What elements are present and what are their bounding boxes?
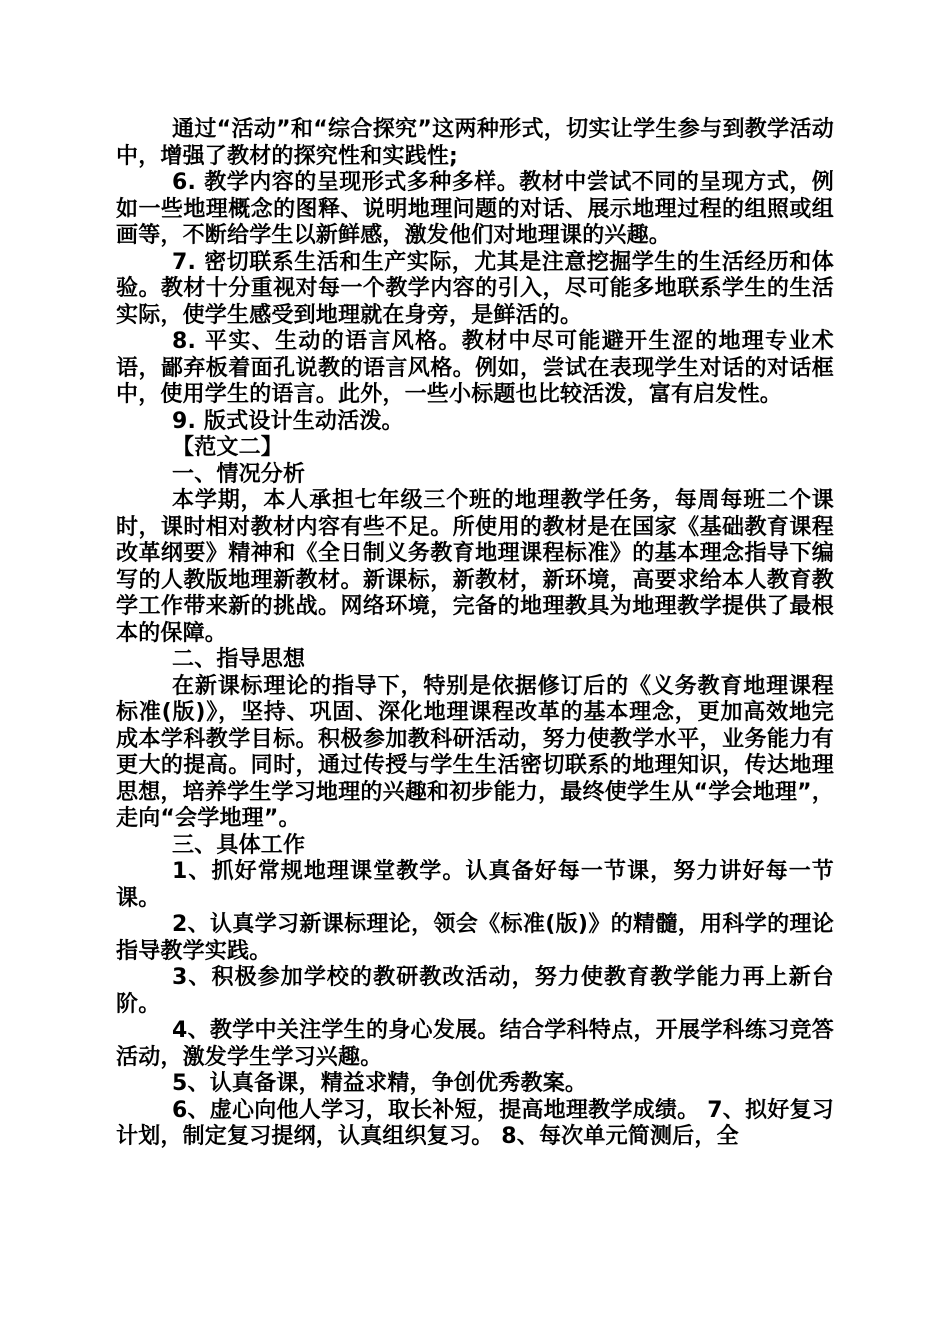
paragraph-situation: 本学期，本人承担七年级三个班的地理教学任务，每周每班二个课时，课时相对教材内容有些不足。所使用的教材是在国家《基础教育课程改革纲要》精神和《全日制义务教育地理课程标准》的基本理念指导下编写的人教版地理新教材。新课标，新教材，新环境，高要求给本人教育教学工作带来新的挑战。网络环境，完备的地理教具为地理教学提供了最根本的保障。: [116, 488, 834, 646]
section-label-sample-two: 【范文二】: [172, 435, 284, 460]
paragraph-item-8: 8. 平实、生动的语言风格。教材中尽可能避开生涩的地理专业术语，鄙弃板着面孔说教的语言风格。例如，尝试在表现学生对话的对话框中，使用学生的语言。此外，一些小标题也比较活泼，富有启发性。: [116, 329, 834, 407]
paragraph-item-9: 9. 版式设计生动活泼。: [172, 408, 404, 434]
paragraph-item-7: 7. 密切联系生活和生产实际，尤其是注意挖掘学生的生活经历和体验。教材十分重视对每一个教学内容的引入，尽可能多地联系学生的生活实际，使学生感受到地理就在身旁，是鲜活的。: [116, 249, 834, 328]
paragraph-item-6: 6. 教学内容的呈现形式多种多样。教材中尝试不同的呈现方式，例如一些地理概念的图释、说明地理问题的对话、展示地理过程的组照或组画等，不断给学生以新鲜感，激发他们对地理课的兴趣。: [116, 170, 834, 248]
document-body: [116, 117, 834, 1151]
section-heading-work: 三、具体工作: [172, 832, 306, 858]
section-heading-situation: 一、情况分析: [172, 461, 306, 487]
list-item-work-2: 2、认真学习新课标理论，领会《标准(版)》的精髓，用科学的理论指导教学实践。: [116, 912, 834, 964]
paragraph-activity-form: 通过“活动”和“综合探究”这两种形式，切实让学生参与到教学活动中，增强了教材的探究性和实践性;: [116, 117, 834, 169]
list-item-work-5: 5、认真备课，精益求精，争创优秀教案。: [172, 1071, 588, 1096]
paragraph-guiding: 在新课标理论的指导下，特别是依据修订后的《义务教育地理课程标准(版)》，坚持、巩固、深化地理课程改革的基本理念，更加高效地完成本学科教学目标。积极参加教科研活动，努力使教学水平，业务能力有更大的提高。同时，通过传授与学生生活密切联系的地理知识，传达地理思想，培养学生学习地理的兴趣和初步能力，最终使学生从“学会地理”，走向“会学地理”。: [116, 673, 834, 831]
list-item-work-6-8: 6、虚心向他人学习，取长补短，提高地理教学成绩。 7、拟好复习计划，制定复习提纲，认真组织复习。 8、每次单元简测后，全: [116, 1097, 834, 1149]
list-item-work-4: 4、教学中关注学生的身心发展。结合学科特点，开展学科练习竞答活动，激发学生学习兴趣。: [116, 1018, 834, 1070]
list-item-work-1: 1、抓好常规地理课堂教学。认真备好每一节课，努力讲好每一节课。: [116, 859, 834, 911]
list-item-work-3: 3、积极参加学校的教研教改活动，努力使教育教学能力再上新台阶。: [116, 965, 834, 1017]
section-heading-guiding: 二、指导思想: [172, 647, 306, 672]
